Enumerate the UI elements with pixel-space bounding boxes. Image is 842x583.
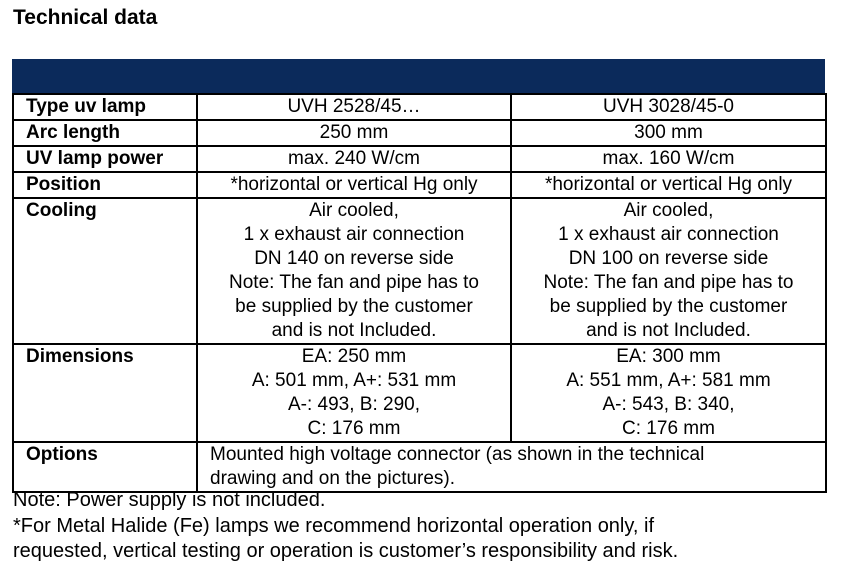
table-row-position xyxy=(13,172,826,198)
cell-line: A: 501 mm, A+: 531 mm xyxy=(251,370,457,391)
table-row-dimensions xyxy=(13,344,826,442)
table-row-cooling xyxy=(13,198,826,344)
row-label: Options xyxy=(13,442,197,492)
cell-line: Note: The fan and pipe has to xyxy=(229,272,479,293)
cell-line: 1 x exhaust air connection xyxy=(558,224,779,245)
cell-line: and is not Included. xyxy=(271,320,437,341)
cell-line: Air cooled, xyxy=(309,200,399,221)
page-heading: Technical data xyxy=(13,6,158,29)
cell-line: be supplied by the customer xyxy=(549,296,788,317)
table-row-power xyxy=(13,146,826,172)
cell-options xyxy=(197,442,826,492)
cell-line: A-: 543, B: 340, xyxy=(602,394,735,415)
cell-col2: UVH 3028/45-0 xyxy=(511,94,826,120)
cell-line: drawing and on the pictures). xyxy=(210,468,456,489)
cell-line: A: 551 mm, A+: 581 mm xyxy=(566,370,771,391)
cell-col2: 300 mm xyxy=(511,120,826,146)
cell-line: C: 176 mm xyxy=(307,418,401,439)
footnotes xyxy=(13,488,678,565)
cell-col1: UVH 2528/45… xyxy=(197,94,511,120)
note-power-supply: Note: Power supply is not included. xyxy=(13,489,326,511)
cell-line: DN 140 on reverse side xyxy=(254,248,454,269)
cell-line: EA: 250 mm xyxy=(301,346,407,367)
cell-col2: *horizontal or vertical Hg only xyxy=(511,172,826,198)
cell-line: be supplied by the customer xyxy=(235,296,473,317)
cell-col1: *horizontal or vertical Hg only xyxy=(197,172,511,198)
row-label: Type uv lamp xyxy=(13,94,197,120)
table-row-options xyxy=(13,442,826,492)
cell-line: Note: The fan and pipe has to xyxy=(543,272,794,293)
row-label: UV lamp power xyxy=(13,146,197,172)
row-label: Dimensions xyxy=(13,344,197,442)
cell-line: and is not Included. xyxy=(586,320,751,341)
row-label: Arc length xyxy=(13,120,197,146)
cell-col1: 250 mm xyxy=(197,120,511,146)
cell-line: DN 100 on reverse side xyxy=(568,248,769,269)
row-label: Position xyxy=(13,172,197,198)
row-label: Cooling xyxy=(13,198,197,344)
table-row-arc-length xyxy=(13,120,826,146)
table-header-bar xyxy=(12,59,825,93)
cell-col2 xyxy=(511,344,826,442)
cell-col1 xyxy=(197,198,511,344)
cell-line: EA: 300 mm xyxy=(616,346,721,367)
technical-data-table xyxy=(12,59,825,493)
cell-col2: max. 160 W/cm xyxy=(511,146,826,172)
cell-col2 xyxy=(511,198,826,344)
cell-line: Mounted high voltage connector (as shown in the technical xyxy=(210,444,705,465)
cell-col1 xyxy=(197,344,511,442)
cell-line: 1 x exhaust air connection xyxy=(243,224,465,245)
cell-line: A-: 493, B: 290, xyxy=(287,394,421,415)
table-row-type xyxy=(13,94,826,120)
cell-line: C: 176 mm xyxy=(622,418,715,439)
note-metal-halide: *For Metal Halide (Fe) lamps we recommend horizontal operation only, if xyxy=(13,514,655,537)
note-metal-halide-cont: requested, vertical testing or operation is customer’s responsibility and risk. xyxy=(13,540,679,562)
cell-col1: max. 240 W/cm xyxy=(197,146,511,172)
cell-line: Air cooled, xyxy=(623,200,714,221)
